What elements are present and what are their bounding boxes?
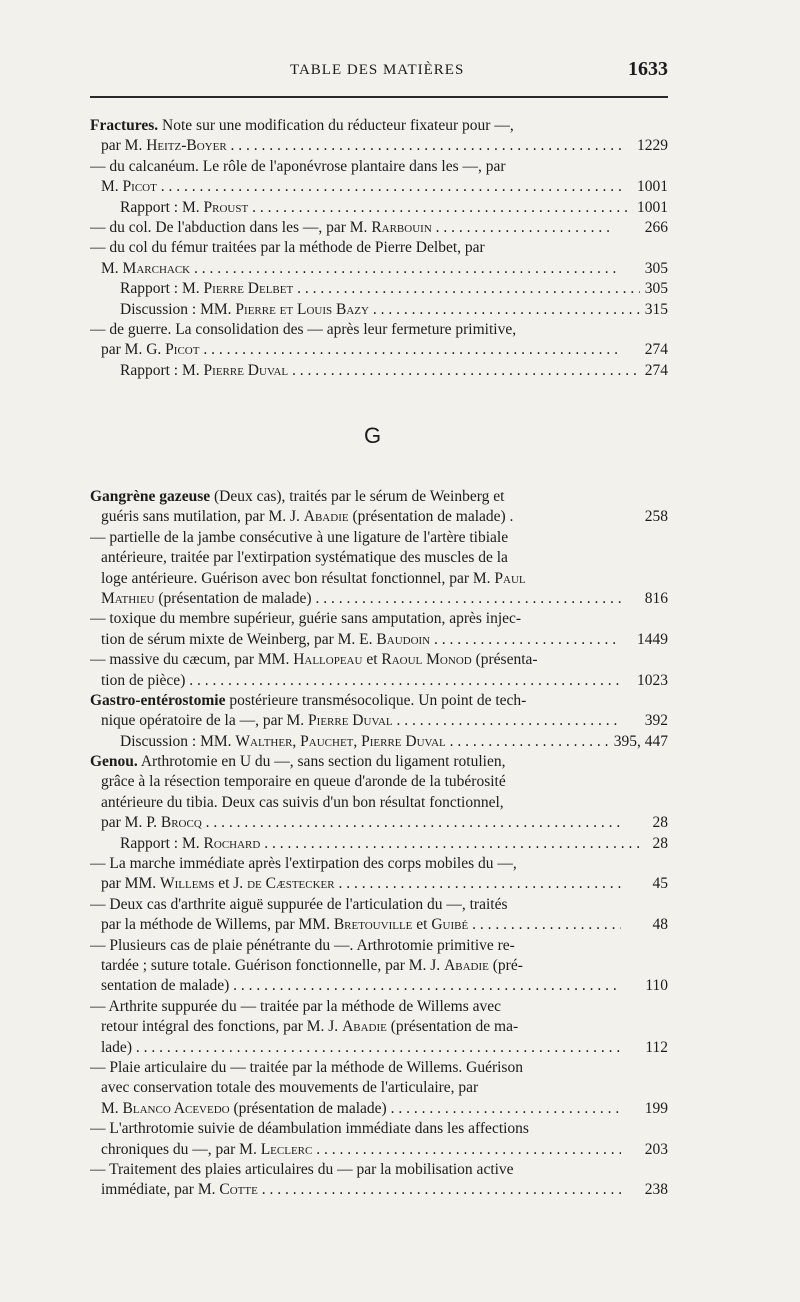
entry-text — [120, 279, 640, 299]
entry-text — [101, 1079, 478, 1096]
entry-text-part: Rapport : M. — [120, 361, 204, 379]
author-name: Raoul Monod — [381, 651, 472, 669]
entry-text — [90, 692, 526, 709]
index-line — [90, 548, 668, 568]
index-line — [90, 834, 668, 854]
page-ref: 1001 — [633, 177, 668, 197]
index-line — [90, 259, 668, 279]
entry-text-part: — partielle de la jambe consécutive à une ligature de l'artère tibiale — [90, 528, 509, 546]
entry-text-part: chroniques du —, par M. — [101, 1140, 261, 1158]
running-header — [90, 58, 668, 88]
index-line — [90, 732, 668, 752]
page-ref: 110 — [641, 976, 668, 996]
entry-text — [90, 753, 505, 770]
entry-text — [90, 937, 515, 954]
entry-text-part: Rapport : M. — [120, 834, 204, 852]
entry-text — [90, 158, 506, 175]
entry-text-part: (présentation de ma- — [386, 1018, 519, 1036]
entry-text-part: (Deux cas), traités par le sérum de Weinberg et — [210, 488, 505, 505]
index-line — [90, 361, 668, 381]
entry-text — [101, 508, 513, 525]
entry-text-part: antérieure du tibia. Deux cas suivis d'un bon résultat fonctionnel, — [101, 793, 504, 811]
author-name: Pierre et Louis Bazy — [235, 300, 369, 318]
entry-text — [101, 976, 621, 996]
author-name: Cotte — [219, 1181, 258, 1199]
author-name: Brocq — [160, 814, 202, 832]
index-line — [90, 1160, 668, 1180]
index-line — [90, 793, 668, 813]
author-name: Bretouville — [333, 916, 413, 934]
entry-text-part: loge antérieure. Guérison avec bon résultat fonctionnel, par M. — [101, 569, 495, 587]
index-line — [90, 630, 668, 650]
page-ref: 395, 447 — [610, 732, 668, 752]
author-name: Abadie — [303, 508, 349, 526]
entry-text — [101, 570, 526, 587]
entry-text — [101, 259, 621, 279]
page-ref: 816 — [641, 589, 668, 609]
author-name: Heitz-Boyer — [146, 137, 227, 155]
entry-text-part: — du calcanéum. Le rôle de l'aponévrose plantaire dans les —, par — [90, 157, 506, 175]
index-line — [90, 813, 668, 833]
entry-text-part: tion de sérum mixte de Weinberg, par M. E. — [101, 630, 377, 648]
index-line — [90, 691, 668, 711]
author-name: Pierre Duval — [203, 361, 289, 379]
author-name: Picot — [122, 178, 157, 196]
entry-text — [120, 732, 640, 752]
entry-text — [101, 1038, 621, 1058]
author-name: Pierre Duval — [308, 712, 393, 730]
entry-text — [90, 218, 610, 238]
entry-text — [101, 630, 621, 650]
page-ref: 305 — [641, 279, 668, 299]
index-line — [90, 772, 668, 792]
entry-text-part: guéris sans mutilation, par M. J. — [101, 508, 304, 526]
entry-text — [101, 1099, 621, 1119]
author-name: Marchack — [122, 259, 191, 277]
entry-text — [101, 177, 621, 197]
entry-heading: Fractures. — [90, 117, 159, 134]
index-line — [90, 589, 668, 609]
entry-text-part: tion de pièce) — [101, 671, 186, 689]
entry-heading: Genou. — [90, 753, 138, 771]
entry-text-part: postérieure transmésocolique. Un point de tech- — [225, 691, 527, 709]
index-line — [90, 650, 668, 670]
entry-text — [101, 794, 504, 811]
index-line — [90, 507, 668, 527]
entry-text — [120, 198, 640, 218]
entry-text-part: grâce à la résection temporaire en queue d'aronde de la tubérosité — [101, 773, 506, 791]
page-ref: 1001 — [633, 198, 668, 218]
index-line — [90, 976, 668, 996]
author-name: Proust — [203, 198, 249, 216]
index-line — [90, 915, 668, 935]
entry-text-part: M. — [101, 1099, 123, 1117]
entry-text — [101, 671, 621, 691]
index-line — [90, 177, 668, 197]
index-block-fractures — [90, 116, 668, 381]
author-name: Abadie — [342, 1018, 387, 1036]
entry-text-part: tardée ; suture totale. Guérison fonctionnelle, par M. J. — [101, 956, 445, 974]
page-ref: 199 — [641, 1099, 668, 1119]
page-ref: 305 — [641, 259, 668, 279]
entry-text — [101, 711, 621, 731]
index-line — [90, 340, 668, 360]
entry-text-part: avec conservation totale des mouvements de l'articulaire, par — [101, 1079, 479, 1097]
index-line — [90, 956, 668, 976]
entry-text — [101, 549, 508, 566]
index-line — [90, 671, 668, 691]
entry-text — [120, 361, 640, 381]
index-line — [90, 1038, 668, 1058]
page-ref: 1023 — [633, 671, 668, 691]
entry-text — [101, 1180, 621, 1200]
page-ref: 266 — [641, 218, 668, 238]
index-line — [90, 854, 668, 874]
entry-text-part: lade) — [101, 1038, 132, 1056]
entry-text — [90, 488, 504, 505]
index-line — [90, 752, 668, 772]
index-line — [90, 487, 668, 507]
entry-text — [90, 321, 516, 338]
entry-text — [101, 915, 621, 935]
author-name: Baudoin — [376, 630, 431, 648]
entry-text-part: — Arthrite suppurée du — traitée par la méthode de Willems avec — [90, 997, 501, 1015]
page-ref: 274 — [641, 361, 668, 381]
index-line — [90, 874, 668, 894]
author-name: Guibé — [431, 916, 469, 934]
entry-text — [90, 610, 521, 627]
author-name: Abadie — [444, 956, 489, 974]
entry-text — [90, 651, 538, 668]
entry-text-part: M. — [101, 178, 123, 196]
index-line — [90, 198, 668, 218]
entry-text — [90, 855, 517, 872]
index-line — [90, 136, 668, 156]
index-line — [90, 1099, 668, 1119]
author-name: Leclerc — [260, 1140, 313, 1158]
entry-text-part: — du col. De l'abduction dans les —, par M. — [90, 218, 372, 236]
page-ref: 274 — [641, 340, 668, 360]
page-ref: 1229 — [633, 136, 668, 156]
entry-text-part: — L'arthrotomie suivie de déambulation immédiate dans les affections — [90, 1120, 529, 1138]
author-name: Paul — [494, 569, 526, 587]
entry-text — [101, 589, 621, 609]
entry-text-part: — du col du fémur traitées par la méthode de Pierre Delbet, par — [90, 239, 485, 257]
index-line — [90, 1017, 668, 1037]
entry-text — [90, 1120, 529, 1137]
entry-text-part: antérieure, traitée par l'extirpation systématique des muscles de la — [101, 549, 508, 567]
entry-text-part: et J. — [214, 875, 248, 893]
author-name: Willems — [159, 875, 215, 893]
page-ref: 45 — [649, 874, 669, 894]
index-line — [90, 279, 668, 299]
entry-text — [90, 998, 501, 1015]
page-ref: 28 — [649, 813, 669, 833]
entry-text — [101, 1018, 518, 1035]
page-ref: 48 — [649, 915, 669, 935]
index-line — [90, 711, 668, 731]
entry-text-part: — Plusieurs cas de plaie pénétrante du —. Arthrotomie primitive re- — [90, 936, 515, 954]
index-line — [90, 1058, 668, 1078]
entry-text-part: M. — [101, 259, 123, 277]
index-line — [90, 218, 668, 238]
author-name: Rochard — [203, 834, 261, 852]
entry-text-part: sentation de malade) — [101, 977, 230, 995]
entry-text-part: (présentation de malade) — [229, 1099, 387, 1117]
index-line — [90, 997, 668, 1017]
entry-text-part: par MM. — [101, 875, 160, 893]
entry-text-part: (présenta- — [471, 651, 538, 669]
entry-text-part: — de guerre. La consolidation des — après leur fermeture primitive, — [90, 320, 517, 338]
entry-text-part: — La marche immédiate après l'extirpation des corps mobiles du —, — [90, 855, 517, 873]
entry-text — [101, 340, 621, 360]
index-line — [90, 157, 668, 177]
index-line — [90, 300, 668, 320]
entry-text-part: par M. P. — [101, 814, 161, 832]
author-name: de Cæstecker — [247, 875, 335, 893]
entry-text — [90, 239, 485, 256]
author-name: Walther, Pauchet, Pierre Duval — [235, 732, 446, 750]
entry-text-part: Rapport : M. — [120, 280, 204, 298]
running-title: TABLE DES MATIÈRES — [290, 62, 465, 78]
index-line — [90, 320, 668, 340]
entry-text — [90, 896, 508, 913]
entry-text-part: — Plaie articulaire du — traitée par la méthode de Willems. Guérison — [90, 1058, 523, 1076]
entry-text-part: Note sur une modification du réducteur fixateur pour —, — [158, 117, 514, 134]
entry-text-part: Rapport : M. — [120, 198, 204, 216]
entry-text — [90, 1161, 514, 1178]
page-ref: 28 — [649, 834, 669, 854]
entry-text-part: et — [412, 916, 432, 934]
entry-text-part: immédiate, par M. — [101, 1181, 220, 1199]
entry-text — [101, 813, 621, 833]
page-ref: 112 — [641, 1038, 668, 1058]
entry-text — [101, 773, 506, 790]
author-name: Mathieu — [101, 589, 155, 607]
entry-text — [120, 300, 640, 320]
entry-text-part: par M. — [101, 137, 147, 155]
entry-text-part: — Traitement des plaies articulaires du — par la mobilisation active — [90, 1160, 514, 1178]
entry-text — [101, 874, 621, 894]
author-name: Picot — [165, 341, 200, 359]
entry-text-part: (présentation de malade) — [154, 589, 312, 607]
page-ref: 258 — [641, 507, 668, 527]
page-ref: 315 — [641, 300, 668, 320]
entry-text — [101, 957, 523, 974]
section-letter: G — [364, 423, 382, 448]
entry-text-part: — toxique du membre supérieur, guérie sans amputation, après injec- — [90, 610, 522, 628]
page-number: 1633 — [628, 58, 668, 80]
page-ref: 392 — [641, 711, 668, 731]
entry-text — [90, 117, 514, 134]
index-line — [90, 1140, 668, 1160]
author-name: Rarbouin — [371, 218, 432, 236]
entry-text-part: — massive du cæcum, par MM. — [90, 651, 294, 669]
index-line — [90, 1180, 668, 1200]
page-ref: 238 — [641, 1180, 668, 1200]
author-name: Blanco Acevedo — [122, 1099, 230, 1117]
index-line — [90, 1119, 668, 1139]
index-line — [90, 1078, 668, 1098]
index-line — [90, 609, 668, 629]
entry-text-part: et — [362, 651, 382, 669]
entry-text-part: retour intégral des fonctions, par M. J. — [101, 1018, 343, 1036]
entry-text — [120, 834, 640, 854]
index-line — [90, 528, 668, 548]
index-line — [90, 569, 668, 589]
entry-text-part: Arthrotomie en U du —, sans section du ligament rotulien, — [137, 753, 506, 771]
entry-text — [101, 1140, 621, 1160]
page-ref: 1449 — [633, 630, 668, 650]
author-name: Hallopeau — [293, 651, 363, 669]
entry-text-part: par M. G. — [101, 341, 166, 359]
entry-text-part: (pré- — [488, 956, 523, 974]
entry-text — [101, 136, 621, 156]
entry-text — [90, 1059, 523, 1076]
index-line — [90, 116, 668, 136]
header-rule — [90, 96, 668, 98]
entry-text — [90, 529, 508, 546]
entry-text-part: par la méthode de Willems, par MM. — [101, 916, 334, 934]
index-line — [90, 895, 668, 915]
entry-text-part: Discussion : MM. — [120, 300, 236, 318]
index-line — [90, 238, 668, 258]
index-block-g — [90, 487, 668, 1201]
entry-text-part: nique opératoire de la —, par M. — [101, 712, 309, 730]
entry-heading: Gastro-entérostomie — [90, 691, 226, 709]
index-line — [90, 936, 668, 956]
page-ref: 203 — [641, 1140, 668, 1160]
entry-heading: Gangrène gazeuse — [90, 488, 211, 505]
entry-text-part: — Deux cas d'arthrite aiguë suppurée de l'articulation du —, traités — [90, 895, 508, 913]
entry-text-part: Discussion : MM. — [120, 732, 236, 750]
entry-text-part: (présentation de malade) . — [348, 508, 514, 526]
author-name: Pierre Delbet — [203, 280, 294, 298]
